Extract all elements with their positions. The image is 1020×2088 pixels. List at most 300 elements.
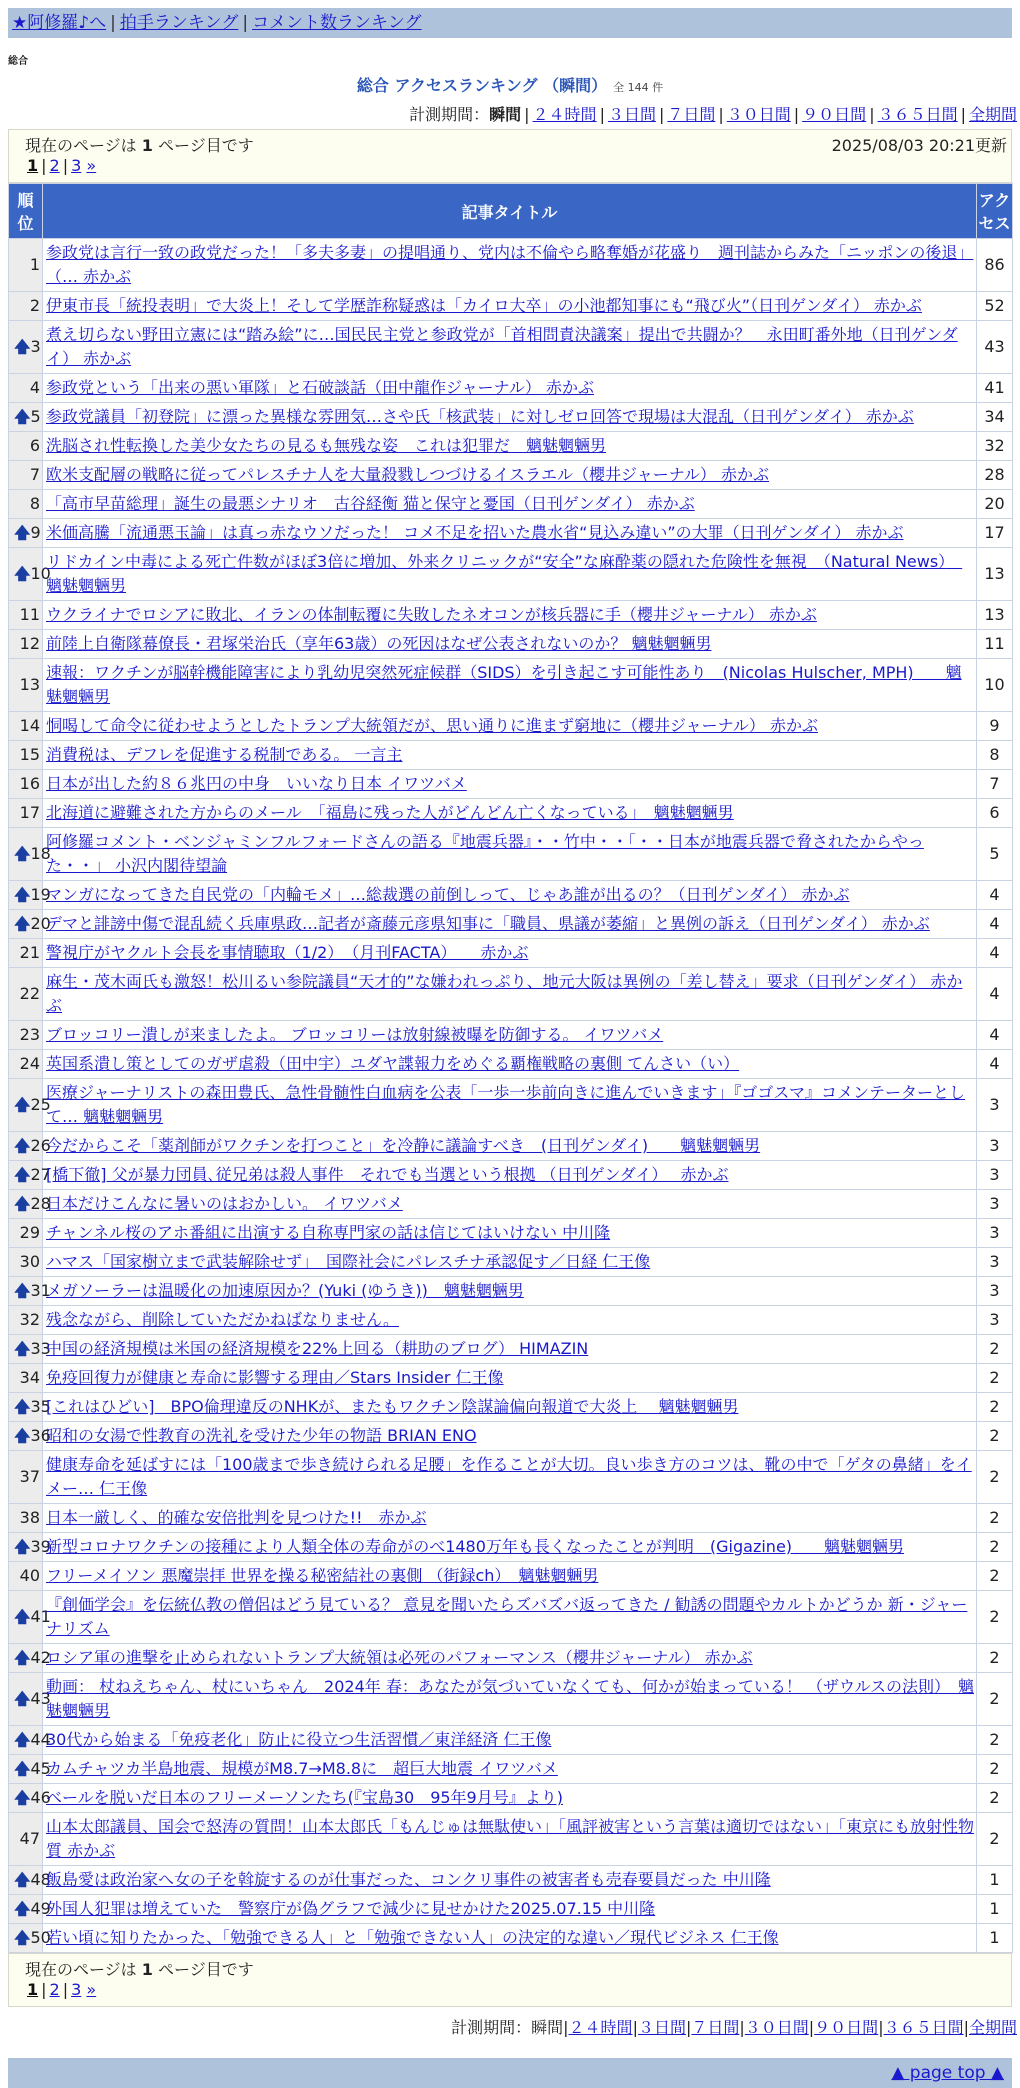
title-cell xyxy=(43,741,977,770)
rank-number: 38 xyxy=(19,1508,40,1527)
access-count: 4 xyxy=(977,910,1013,939)
rank-number: 15 xyxy=(19,745,40,764)
table-row xyxy=(9,939,1013,968)
article-link[interactable]: ハマス「国家樹立まで武装解除せず」 国際社会にパレスチナ承認促す／日経 仁王像 xyxy=(46,1252,651,1271)
page-info xyxy=(25,133,254,156)
article-link[interactable]: リドカイン中毒による死亡件数がほぼ3倍に増加、外来クリニックが“安全”な麻酔薬の隠れた危険性を無視 （Natural News） 魑魅魍魎男 xyxy=(46,552,963,595)
article-link[interactable]: 昭和の女湯で性教育の洗礼を受けた少年の物語 BRIAN ENO xyxy=(46,1426,477,1445)
rank-number: 48 xyxy=(30,1870,51,1889)
table-row xyxy=(9,712,1013,741)
title-cell xyxy=(43,1161,977,1190)
article-link[interactable]: カムチャツカ半島地震、規模がM8.7→M8.8に 超巨大地震 イワツバメ xyxy=(46,1759,558,1778)
access-header: アクセス xyxy=(977,184,1013,239)
article-link[interactable]: 『創価学会』を伝統仏教の僧侶はどう見ている？ 意見を聞いたらズバズバ返ってきた / 勧誘の問題やカルトかどうか 新・ジャーナリズム xyxy=(46,1595,968,1638)
period-separator: | xyxy=(599,105,605,124)
access-count: 4 xyxy=(977,939,1013,968)
table-row xyxy=(9,630,1013,659)
rank-header: 順位 xyxy=(9,184,43,239)
rank-number: 16 xyxy=(19,774,40,793)
up-arrow-icon: 🡅 xyxy=(14,914,31,933)
title-cell xyxy=(43,403,977,432)
article-link[interactable]: 参政党議員「初登院」に漂った異様な雰囲気…さや氏「核武装」に対しゼロ回答で現場は大混乱（日刊ゲンダイ） 赤かぶ xyxy=(46,407,914,426)
up-arrow-icon: 🡅 xyxy=(14,337,31,356)
pager-separator: | xyxy=(41,1980,47,1999)
table-row xyxy=(9,519,1013,548)
table-row xyxy=(9,601,1013,630)
title-cell xyxy=(43,1277,977,1306)
rank-cell xyxy=(9,1813,43,1866)
article-link[interactable]: 飯島愛は政治家へ女の子を斡旋するのが仕事だった、コンクリ事件の被害者も売春要員だった 中川隆 xyxy=(46,1870,771,1889)
pager-next-link[interactable]: » xyxy=(86,156,97,175)
access-count: 2 xyxy=(977,1813,1013,1866)
up-arrow-icon: 🡅 xyxy=(14,407,31,426)
access-count: 1 xyxy=(977,1895,1013,1924)
rank-cell xyxy=(9,1673,51,1726)
pager-next-link[interactable]: » xyxy=(86,1980,97,1999)
article-link[interactable]: 日本が出した約８６兆円の中身 いいなり日本 イワツバメ xyxy=(46,774,467,793)
access-count: 2 xyxy=(977,1451,1013,1504)
page-info-box xyxy=(8,129,1012,183)
period-selector-bottom xyxy=(0,2015,1020,2038)
access-count: 2 xyxy=(977,1644,1013,1673)
up-arrow-icon: 🡅 xyxy=(14,1648,31,1667)
table-row xyxy=(9,548,1013,601)
access-count: 2 xyxy=(977,1335,1013,1364)
period-link[interactable]: ３０日間 xyxy=(744,2018,809,2037)
comment-ranking-link[interactable]: コメント数ランキング xyxy=(252,13,422,33)
article-link[interactable]: チャンネル桜のアホ番組に出演する自称専門家の話は信じてはいけない 中川隆 xyxy=(46,1223,611,1242)
title-cell xyxy=(43,712,977,741)
article-link[interactable]: 山本太郎議員、国会で怒涛の質問！山本太郎氏「もんじゅは無駄使い」「風評被害という言葉は適切ではない」「東京にも放射性物質 赤かぶ xyxy=(46,1817,975,1860)
rank-cell xyxy=(9,1644,51,1673)
table-row xyxy=(9,910,1013,939)
access-count: 4 xyxy=(977,968,1013,1021)
article-link[interactable]: 麻生・茂木両氏も激怒！松川るい参院議員“天才的”な嫌われっぷり、地元大阪は異例の「差し替え」要求（日刊ゲンダイ） 赤かぶ xyxy=(46,972,963,1015)
table-row xyxy=(9,770,1013,799)
up-arrow-icon: 🡅 xyxy=(14,1339,31,1358)
up-arrow-icon: 🡅 xyxy=(14,1136,31,1155)
rank-number: 33 xyxy=(30,1339,51,1358)
access-count: 52 xyxy=(977,292,1013,321)
table-header-row xyxy=(9,184,1013,239)
period-separator: | xyxy=(563,2018,569,2037)
table-row xyxy=(9,1644,1013,1673)
table-row xyxy=(9,1219,1013,1248)
rank-number: 3 xyxy=(30,337,41,356)
rank-cell xyxy=(9,1161,51,1190)
bottom-bar xyxy=(8,2058,1012,2088)
period-link[interactable]: ２４時間 xyxy=(532,105,597,124)
title-cell xyxy=(43,1895,977,1924)
access-count: 13 xyxy=(977,548,1013,601)
period-separator: | xyxy=(960,105,966,124)
page-info xyxy=(25,1957,254,1980)
rank-cell xyxy=(9,1021,43,1050)
rank-cell xyxy=(9,1364,43,1393)
access-count: 2 xyxy=(977,1393,1013,1422)
pager-separator: | xyxy=(41,156,47,175)
access-count: 4 xyxy=(977,881,1013,910)
article-link[interactable]: 恫喝して命令に従わせようとしたトランプ大統領だが、思い通りに進まず窮地に（櫻井ジャーナル） 赤かぶ xyxy=(46,716,818,735)
article-link[interactable]: メガソーラーは温暖化の加速原因か？(Yuki (ゆうき)) 魑魅魍魎男 xyxy=(46,1281,524,1300)
rank-cell xyxy=(9,1190,51,1219)
rank-number: 1 xyxy=(29,255,40,274)
table-row xyxy=(9,1277,1013,1306)
period-selector xyxy=(0,102,1020,125)
title-cell xyxy=(43,1673,977,1726)
article-link[interactable]: [橋下徹] 父が暴力団員､従兄弟は殺人事件 それでも当選という根拠 （日刊ゲンダイ） 赤かぶ xyxy=(46,1165,729,1184)
page-info-suffix: ページ目です xyxy=(158,1960,254,1979)
article-link[interactable]: 阿修羅コメント・ベンジャミンフルフォードさんの語る『地震兵器』・・竹中・・「・・日本が地震兵器で脅されたからやった・・」 小沢内閣待望論 xyxy=(46,832,924,875)
section-label: 総合 xyxy=(8,56,28,67)
article-link[interactable]: [これはひどい] BPO倫理違反のNHKが、またもワクチン陰謀論偏向報道で大炎上 魑魅魍魎男 xyxy=(46,1397,739,1416)
access-count: 41 xyxy=(977,374,1013,403)
table-row xyxy=(9,1335,1013,1364)
article-link[interactable]: 消費税は、デフレを促進する税制である。 一言主 xyxy=(46,745,403,764)
title-cell xyxy=(43,432,977,461)
pager-page-link[interactable]: 3 xyxy=(71,1980,82,1999)
table-row xyxy=(9,1924,1013,1953)
table-row xyxy=(9,799,1013,828)
table-row xyxy=(9,1784,1013,1813)
article-link[interactable]: 前陸上自衛隊幕僚長・君塚栄治氏（享年63歳）の死因はなぜ公表されないのか？ 魑魅魍魎男 xyxy=(46,634,712,653)
access-count: 3 xyxy=(977,1161,1013,1190)
rank-number: 44 xyxy=(30,1730,51,1749)
title-header: 記事タイトル xyxy=(43,184,977,239)
access-count: 1 xyxy=(977,1924,1013,1953)
title-cell xyxy=(43,1306,977,1335)
table-row xyxy=(9,1813,1013,1866)
title-cell xyxy=(43,770,977,799)
access-count: 8 xyxy=(977,741,1013,770)
period-label: 計測期間： xyxy=(409,105,490,124)
period-link[interactable]: ３６５日間 xyxy=(877,105,958,124)
rank-cell xyxy=(9,1422,51,1451)
table-row xyxy=(9,828,1013,881)
table-row xyxy=(9,1755,1013,1784)
table-row xyxy=(9,292,1013,321)
rank-cell xyxy=(9,1924,51,1953)
rank-number: 19 xyxy=(30,885,51,904)
rank-cell xyxy=(9,799,43,828)
rank-number: 13 xyxy=(19,675,40,694)
table-row xyxy=(9,1562,1013,1591)
article-link[interactable]: デマと誹謗中傷で混乱続く兵庫県政…記者が斎藤元彦県知事に「職員、県議が萎縮」と異例の訴え（日刊ゲンダイ） 赤かぶ xyxy=(46,914,930,933)
up-arrow-icon: 🡅 xyxy=(14,1870,31,1889)
rank-number: 34 xyxy=(19,1368,40,1387)
rank-number: 9 xyxy=(30,523,41,542)
access-count: 11 xyxy=(977,630,1013,659)
rank-cell xyxy=(9,881,51,910)
rank-cell xyxy=(9,1895,51,1924)
article-link[interactable]: 「高市早苗総理」誕生の最悪シナリオ 古谷経衡 猫と保守と憂国（日刊ゲンダイ） 赤かぶ xyxy=(46,494,695,513)
title-cell xyxy=(43,799,977,828)
article-link[interactable]: 中国の経済規模は米国の経済規模を22%上回る（耕助のブログ） HIMAZIN xyxy=(46,1339,589,1358)
article-link[interactable]: 警視庁がヤクルト会長を事情聴取（1/2） （月刊FACTA） 赤かぶ xyxy=(46,943,529,962)
table-row xyxy=(9,741,1013,770)
table-row xyxy=(9,1364,1013,1393)
article-link[interactable]: 参政党という「出来の悪い軍隊」と石破談話（田中龍作ジャーナル） 赤かぶ xyxy=(46,378,594,397)
rank-number: 30 xyxy=(19,1252,40,1271)
access-count: 3 xyxy=(977,1132,1013,1161)
up-arrow-icon: 🡅 xyxy=(14,1537,31,1556)
rank-number: 29 xyxy=(19,1223,40,1242)
rank-cell xyxy=(9,712,43,741)
article-link[interactable]: 伊東市長「統投表明」で大炎上！そして学歴詐称疑惑は「カイロ大卒」の小池都知事にも“飛び火”（日刊ゲンダイ） 赤かぶ xyxy=(46,296,922,315)
period-link[interactable]: ７日間 xyxy=(691,2018,740,2037)
period-link[interactable]: ７日間 xyxy=(667,105,716,124)
rank-number: 17 xyxy=(19,803,40,822)
article-link[interactable]: 米価高騰「流通悪玉論」は真っ赤なウソだった！ コメ不足を招いた農水省“見込み違い”の大罪（日刊ゲンダイ） 赤かぶ xyxy=(46,523,904,542)
up-arrow-icon: 🡅 xyxy=(14,885,31,904)
title-cell xyxy=(43,881,977,910)
rank-cell xyxy=(9,548,51,601)
rank-number: 47 xyxy=(19,1829,40,1848)
access-count: 13 xyxy=(977,601,1013,630)
title-cell xyxy=(43,1190,977,1219)
rank-cell xyxy=(9,292,43,321)
article-link[interactable]: マンガになってきた自民党の「内輪モメ」…総裁選の前倒しって、じゃあ誰が出るの？（日刊ゲンダイ） 赤かぶ xyxy=(46,885,850,904)
rank-number: 18 xyxy=(30,844,51,863)
ranking-table-body xyxy=(9,239,1013,1953)
up-arrow-icon: 🡅 xyxy=(14,1165,31,1184)
rank-cell xyxy=(9,490,43,519)
table-row xyxy=(9,1422,1013,1451)
rank-cell xyxy=(9,519,43,548)
period-link[interactable]: ３０日間 xyxy=(726,105,791,124)
rank-number: 39 xyxy=(30,1537,51,1556)
period-separator: | xyxy=(658,105,665,124)
table-row xyxy=(9,1895,1013,1924)
period-separator: | xyxy=(685,2018,692,2037)
updated-timestamp: 2025/08/03 20:21更新 xyxy=(831,136,1007,155)
access-count: 2 xyxy=(977,1726,1013,1755)
article-link[interactable]: 免疫回復力が健康と寿命に影響する理由／Stars Insider 仁王像 xyxy=(46,1368,504,1387)
period-separator: | xyxy=(808,2018,815,2037)
period-link[interactable]: ２４時間 xyxy=(568,2018,633,2037)
article-link[interactable]: 日本一厳しく、的確な安倍批判を見つけた!! 赤かぶ xyxy=(46,1508,427,1527)
table-row xyxy=(9,1591,1013,1644)
rank-number: 5 xyxy=(30,407,41,426)
up-arrow-icon: 🡅 xyxy=(14,1788,31,1807)
rank-cell xyxy=(9,828,51,881)
access-count: 6 xyxy=(977,799,1013,828)
up-arrow-icon: 🡅 xyxy=(14,1426,31,1445)
period-separator: | xyxy=(963,2018,969,2037)
rank-cell xyxy=(9,1562,43,1591)
access-count: 5 xyxy=(977,828,1013,881)
article-link[interactable]: 今だからこそ「薬剤師がワクチンを打つこと」を冷静に議論すべき (日刊ゲンダイ) 魑魅魍魎男 xyxy=(46,1136,761,1155)
access-count: 43 xyxy=(977,321,1013,374)
title-cell xyxy=(43,1533,977,1562)
rank-cell xyxy=(9,630,43,659)
access-count: 3 xyxy=(977,1306,1013,1335)
period-label: 計測期間： xyxy=(451,2018,532,2037)
rank-cell xyxy=(9,910,51,939)
title-cell xyxy=(43,1021,977,1050)
rank-number: 28 xyxy=(30,1194,51,1213)
pager-page-link[interactable]: 3 xyxy=(71,156,82,175)
rank-cell xyxy=(9,1726,51,1755)
rank-cell xyxy=(9,1533,51,1562)
rank-number: 46 xyxy=(30,1788,51,1807)
table-row xyxy=(9,1726,1013,1755)
title-cell xyxy=(43,828,977,881)
rank-number: 37 xyxy=(19,1467,40,1486)
article-link[interactable]: 参政党は言行一致の政党だった！「多夫多妻」の提唱通り、党内は不倫やら略奪婚が花盛り 週刊誌からみた「ニッポンの後退」（… 赤かぶ xyxy=(46,243,974,286)
table-row xyxy=(9,1248,1013,1277)
table-row xyxy=(9,1079,1013,1132)
access-count: 2 xyxy=(977,1533,1013,1562)
ranking-title: 総合 アクセスランキング （瞬間） xyxy=(356,76,608,95)
table-row xyxy=(9,1306,1013,1335)
period-link[interactable]: ３日間 xyxy=(607,105,656,124)
clap-ranking-link[interactable]: 拍手ランキング xyxy=(119,13,239,33)
title-cell xyxy=(43,1219,977,1248)
page-info-box-bottom xyxy=(8,1953,1012,2007)
access-count: 3 xyxy=(977,1277,1013,1306)
article-link[interactable]: 健康寿命を延ばすには「100歳まで歩き続けられる足腰」を作ることが大切。良い歩き方のコツは、靴の中で「ゲタの鼻緒」をイメー… 仁王像 xyxy=(46,1455,972,1498)
rank-cell xyxy=(9,1504,43,1533)
article-link[interactable]: ベールを脱いだ日本のフリーメーソンたち(『宝島30 95年9月号』より) xyxy=(46,1788,563,1807)
title-cell xyxy=(43,630,977,659)
article-link[interactable]: 煮え切らない野田立憲には“踏み絵”に…国民民主党と参政党が「首相問責決議案」提出で共闘か？ 永田町番外地（日刊ゲンダイ） 赤かぶ xyxy=(46,325,958,368)
access-count: 3 xyxy=(977,1190,1013,1219)
period-link[interactable]: ３６５日間 xyxy=(883,2018,964,2037)
period-link[interactable]: 全期間 xyxy=(968,105,1017,124)
article-link[interactable]: 新型コロナワクチンの接種により人類全体の寿命がのべ1480万年も長くなったことが判明 (Gigazine) 魑魅魍魎男 xyxy=(46,1537,905,1556)
title-cell xyxy=(43,910,977,939)
rank-number: 41 xyxy=(30,1607,51,1626)
table-row xyxy=(9,1673,1013,1726)
rank-number: 22 xyxy=(19,984,40,1003)
article-link[interactable]: ウクライナでロシアに敗北、イランの体制転覆に失敗したネオコンが核兵器に手（櫻井ジャーナル） 赤かぶ xyxy=(46,605,817,624)
title-cell xyxy=(43,1644,977,1673)
title-cell xyxy=(43,1755,977,1784)
pagination xyxy=(27,156,96,175)
title-cell xyxy=(43,1784,977,1813)
title-cell xyxy=(43,1591,977,1644)
title-cell xyxy=(43,374,977,403)
rank-number: 25 xyxy=(30,1095,51,1114)
article-link[interactable]: 動画： 杖ねえちゃん、杖にいちゃん 2024年 春：あなたが気づいていなくても、何かが始まっている！ （ザウルスの法則） 魑魅魍魎男 xyxy=(46,1677,974,1720)
title-cell xyxy=(43,1924,977,1953)
period-separator: | xyxy=(632,2018,638,2037)
table-row xyxy=(9,321,1013,374)
pager-current-page: 1 xyxy=(27,156,39,175)
article-link[interactable]: 若い頃に知りたかった、「勉強できる人」と「勉強できない人」の決定的な違い／現代ビジネス 仁王像 xyxy=(46,1928,779,1947)
title-cell xyxy=(43,1364,977,1393)
article-link[interactable]: 30代から始まる「免疫老化」防止に役立つ生活習慣／東洋経済 仁王像 xyxy=(46,1730,552,1749)
up-arrow-icon: 🡅 xyxy=(14,1689,31,1708)
rank-number: 43 xyxy=(30,1689,51,1708)
rank-number: 11 xyxy=(19,605,40,624)
access-count: 32 xyxy=(977,432,1013,461)
access-count: 1 xyxy=(977,1866,1013,1895)
access-count: 20 xyxy=(977,490,1013,519)
current-page-number: 1 xyxy=(141,136,153,155)
article-link[interactable]: 医療ジャーナリストの森田豊氏、急性骨髄性白血病を公表「一歩一歩前向きに進んでいきます」『ゴゴスマ』コメンテーターとして… 魑魅魍魎男 xyxy=(46,1083,966,1126)
article-link[interactable]: 日本だけこんなに暑いのはおかしい。 イワツバメ xyxy=(46,1194,403,1213)
access-count: 2 xyxy=(977,1562,1013,1591)
article-link[interactable]: 残念ながら、削除していただかねばなりません。 xyxy=(46,1310,399,1329)
rank-number: 10 xyxy=(30,564,51,583)
pager-page-link[interactable]: 2 xyxy=(49,156,60,175)
table-row xyxy=(9,659,1013,712)
rank-number: 26 xyxy=(30,1136,51,1155)
access-count: 2 xyxy=(977,1784,1013,1813)
rank-cell xyxy=(9,461,43,490)
rank-number: 2 xyxy=(29,296,40,315)
pager-page-link[interactable]: 2 xyxy=(49,1980,60,1999)
rank-cell xyxy=(9,1451,43,1504)
ranking-table xyxy=(8,183,1013,1953)
title-cell xyxy=(43,1132,977,1161)
home-link[interactable]: ★阿修羅♪へ xyxy=(12,13,107,33)
period-link[interactable]: ９０日間 xyxy=(814,2018,879,2037)
period-separator: | xyxy=(524,105,530,124)
rank-number: 36 xyxy=(30,1426,51,1445)
article-link[interactable]: 速報：ワクチンが脳幹機能障害により乳幼児突然死症候群（SIDS）を引き起こす可能性あり (Nicolas Hulscher, MPH) 魑魅魍魎男 xyxy=(46,663,962,706)
article-link[interactable]: ブロッコリー潰しが来ましたよ。 ブロッコリーは放射線被曝を防御する。 イワツバメ xyxy=(46,1025,664,1044)
title-cell xyxy=(43,519,977,548)
total-count: 全 144 件 xyxy=(613,81,664,94)
title-cell xyxy=(43,548,977,601)
period-link[interactable]: 全期間 xyxy=(968,2018,1017,2037)
page-top-link[interactable]: ▲ page top ▲ xyxy=(891,2063,1004,2083)
title-cell xyxy=(43,601,977,630)
article-link[interactable]: 外国人犯罪は増えていた 警察庁が偽グラフで減少に見せかけた2025.07.15 中川隆 xyxy=(46,1899,656,1918)
article-link[interactable]: 北海道に避難された方からのメール 「福島に残った人がどんどん亡くなっている」 魑魅魍魎男 xyxy=(46,803,734,822)
title-cell xyxy=(43,1866,977,1895)
up-arrow-icon: 🡅 xyxy=(14,1928,31,1947)
title-cell xyxy=(43,939,977,968)
access-count: 2 xyxy=(977,1755,1013,1784)
access-count: 4 xyxy=(977,1021,1013,1050)
table-row xyxy=(9,1393,1013,1422)
article-link[interactable]: 欧米支配層の戦略に従ってパレスチナ人を大量殺戮しつづけるイスラエル（櫻井ジャーナル） 赤かぶ xyxy=(46,465,770,484)
rank-number: 4 xyxy=(29,378,40,397)
article-link[interactable]: 英国系潰し策としてのガザ虐殺（田中宇）ユダヤ諜報力をめぐる覇権戦略の裏側 てんさい（い） xyxy=(46,1054,740,1073)
rank-number: 8 xyxy=(29,494,40,513)
rank-number: 21 xyxy=(19,943,40,962)
access-count: 17 xyxy=(977,519,1013,548)
rank-number: 45 xyxy=(30,1759,51,1778)
page-info-suffix: ページ目です xyxy=(158,136,254,155)
period-link[interactable]: ３日間 xyxy=(637,2018,686,2037)
table-row xyxy=(9,461,1013,490)
table-row xyxy=(9,1132,1013,1161)
article-link[interactable]: 洗脳され性転換した美少女たちの見るも無残な姿 これは犯罪だ 魑魅魍魎男 xyxy=(46,436,607,455)
period-link[interactable]: ９０日間 xyxy=(802,105,867,124)
period-separator: | xyxy=(878,2018,884,2037)
title-cell xyxy=(43,292,977,321)
rank-cell xyxy=(9,1050,43,1079)
rank-cell xyxy=(9,601,43,630)
title-cell xyxy=(43,1050,977,1079)
title-cell xyxy=(43,1726,977,1755)
rank-number: 42 xyxy=(30,1648,51,1667)
rank-cell xyxy=(9,1335,51,1364)
up-arrow-icon: 🡅 xyxy=(14,1194,31,1213)
article-link[interactable]: ロシア軍の進撃を止められないトランプ大統領は必死のパフォーマンス（櫻井ジャーナル） 赤かぶ xyxy=(46,1648,753,1667)
rank-cell xyxy=(9,239,43,292)
page-info-prefix: 現在のページは xyxy=(25,136,137,155)
up-arrow-icon: 🡅 xyxy=(14,523,31,542)
table-row xyxy=(9,968,1013,1021)
article-link[interactable]: フリーメイソン 悪魔崇拝 世界を操る秘密結社の裏側 （街録ch） 魑魅魍魎男 xyxy=(46,1566,599,1585)
rank-cell xyxy=(9,741,43,770)
